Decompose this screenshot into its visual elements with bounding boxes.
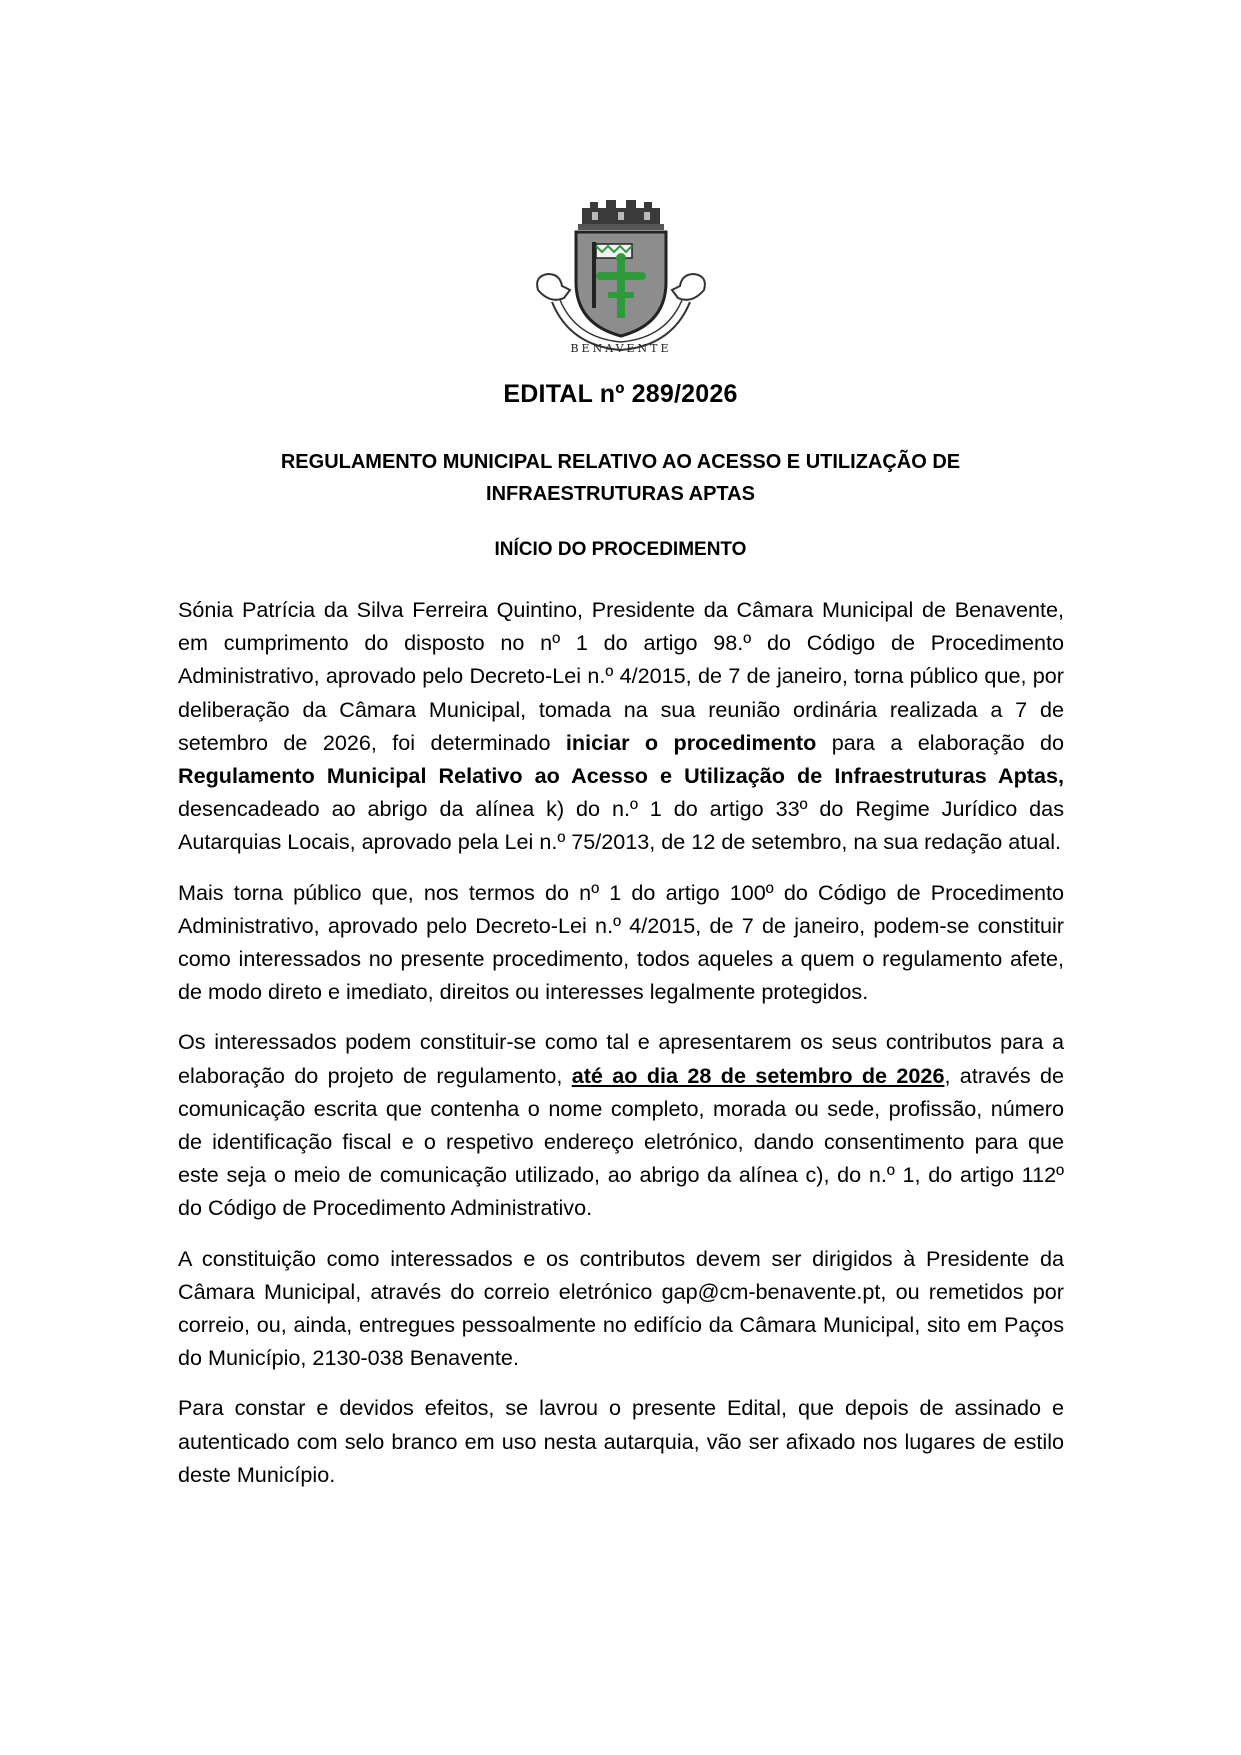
edital-number-title: EDITAL nº 289/2026: [503, 380, 738, 408]
p1-text-c: para a elaboração do: [816, 729, 1064, 755]
regulation-subject-title: [0, 446, 1241, 510]
p1-bold-regulation-name: Regulamento Municipal Relativo ao Acesso e Utilização de Infraestruturas Aptas,: [178, 763, 1064, 789]
p1-text-a: Sónia Patrícia da Silva Ferreira Quintino, Presidente da Câmara Municipal de Benavente, em cumprimento do disposto no nº 1 do artigo 98.º do Código de Procedimento Administrativo, aprovado pelo Decreto-Lei n.º 4/2015, de 7 de janeiro, torna público que, por deliberação da Câmara Municipal, tomada na sua reunião ordinária realizada a 7 de setembro de 2026, foi determinado: [178, 597, 1064, 755]
p3-text-a: Os interessados podem constituir-se como tal e apresentarem os seus contributos para a elaboração do projeto de regulamento,: [178, 1029, 1064, 1088]
paragraph-4: A constituição como interessados e os contributos devem ser dirigidos à Presidente da Câmara Municipal, através do correio eletrónico gap@cm-benavente.pt, ou remetidos por correio, ou, ainda, entregues pessoalmente no edifício da Câmara Municipal, sito em Paços do Município, 2130-038 Benavente.: [178, 1245, 1064, 1371]
paragraph-3: [178, 1025, 1064, 1224]
benavente-coat-of-arms-logo: [530, 194, 712, 354]
paragraph-5: Para constar e devidos efeitos, se lavrou o presente Edital, que depois de assinado e autenticado com selo branco em uso nesta autarquia, vão ser afixado nos lugares de estilo deste Município.: [178, 1395, 1064, 1487]
paragraph-1: [178, 593, 1064, 859]
p1-bold-start-procedure: iniciar o procedimento: [565, 729, 817, 755]
p3-deadline-date: até ao dia 28 de setembro de 2026: [571, 1062, 945, 1088]
document-body: [178, 593, 1064, 1508]
svg-text:BENAVENTE: BENAVENTE: [570, 342, 672, 354]
section-heading: INÍCIO DO PROCEDIMENTO: [494, 539, 747, 560]
subject-line-1: REGULAMENTO MUNICIPAL RELATIVO AO ACESSO E UTILIZAÇÃO DE: [280, 451, 961, 473]
subject-line-2: INFRAESTRUTURAS APTAS: [486, 483, 755, 505]
paragraph-2: Mais torna público que, nos termos do nº 1 do artigo 100º do Código de Procedimento Administrativo, aprovado pelo Decreto-Lei n.º 4/2015, de 7 de janeiro, podem-se constituir como interessados no presente procedimento, todos aqueles a quem o regulamento afete, de modo direto e imediato, direitos ou interesses legalmente protegidos.: [178, 879, 1064, 1005]
p1-text-e: desencadeado ao abrigo da alínea k) do n.º 1 do artigo 33º do Regime Jurídico das Autarquias Locais, aprovado pela Lei n.º 75/2013, de 12 de setembro, na sua redação atual.: [178, 796, 1064, 855]
p3-text-c: , através de comunicação escrita que contenha o nome completo, morada ou sede, profissão, número de identificação fiscal e o respetivo endereço eletrónico, dando consentimento para que este seja o meio de comunicação utilizado, ao abrigo da alínea c), do n.º 1, do artigo 112º do Código de Procedimento Administrativo.: [178, 1062, 1064, 1221]
